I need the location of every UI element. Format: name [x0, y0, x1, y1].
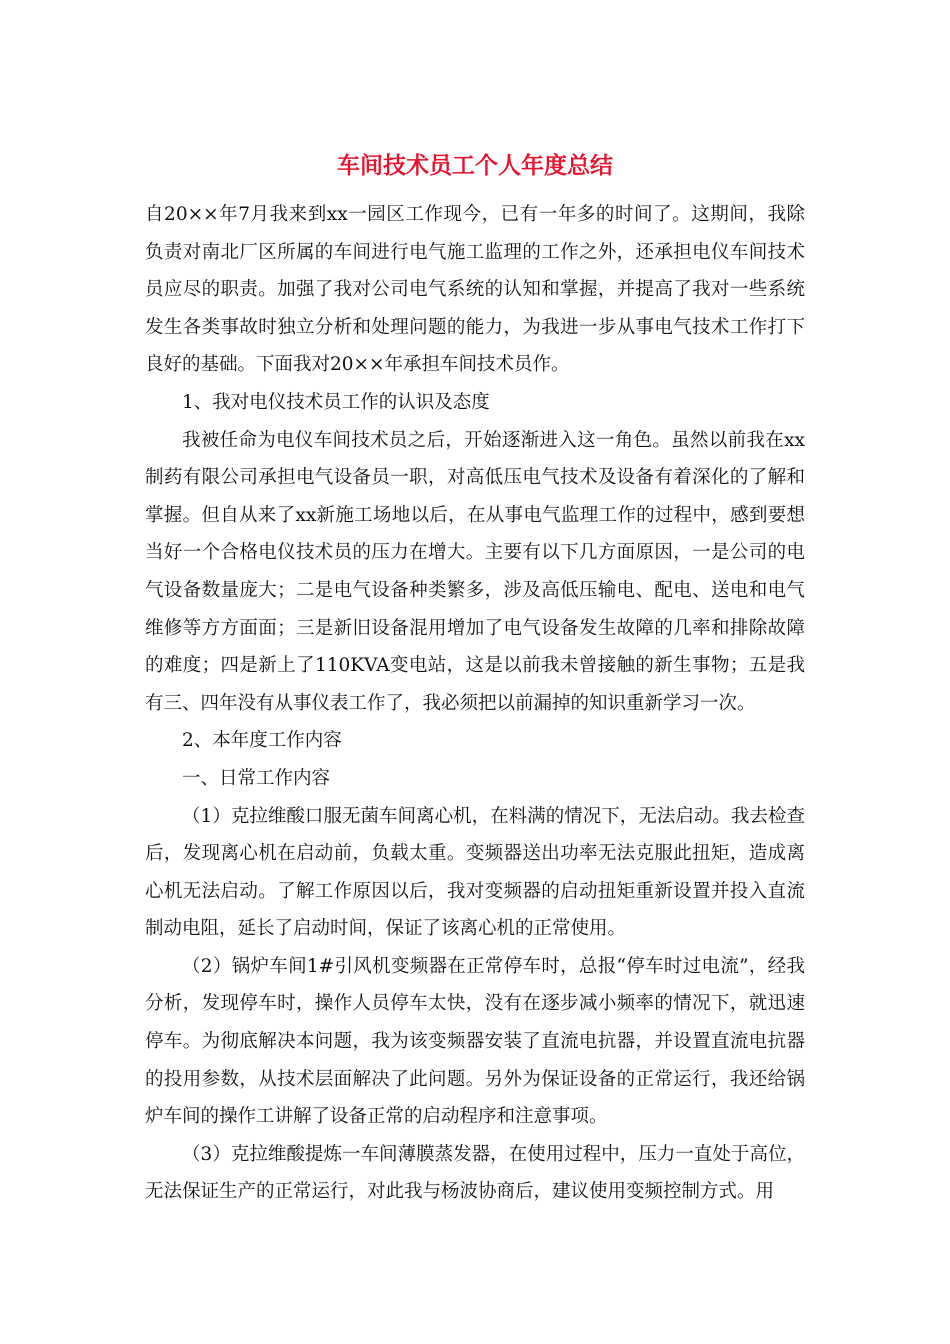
- subsection-heading: 一、日常工作内容: [182, 767, 331, 789]
- section-heading-1: 1、我对电仪技术员工作的认识及态度: [182, 391, 490, 413]
- section-heading-2: 2、本年度工作内容: [182, 730, 342, 752]
- document-title: 车间技术员工个人年度总结: [337, 152, 613, 179]
- document-body: [145, 196, 805, 1211]
- body-paragraph: 我被任命为电仪车间技术员之后，开始逐渐进入这一角色。虽然以前我在xx制药有限公司承担电气设备员一职，对高低压电气技术及设备有着深化的了解和掌握。但自从来了xx新施工场地以后，在从事电气监理工作的过程中，感到要想当好一个合格电仪技术员的压力在增大。主要有以下几方面原因，一是公司的电气设备数量庞大；二是电气设备种类繁多，涉及高低压输电、配电、送电和电气维修等方方面面；三是新旧设备混用增加了电气设备发生故障的几率和排除故障的难度；四是新上了110KVA变电站，这是以前我未曾接触的新生事物；五是我有三、四年没有从事仪表工作了，我必须把以前漏掉的知识重新学习一次。: [145, 429, 805, 714]
- intro-paragraph: 自20××年7月我来到xx一园区工作现今，已有一年多的时间了。这期间，我除负责对南北厂区所属的车间进行电气施工监理的工作之外，还承担电仪车间技术员应尽的职责。加强了我对公司电气系统的认知和掌握，并提高了我对一些系统发生各类事故时独立分析和处理问题的能力，为我进一步从事电气技术工作打下良好的基础。下面我对20××年承担车间技术员作。: [145, 204, 805, 376]
- work-item-paragraph: （1）克拉维酸口服无菌车间离心机，在料满的情况下，无法启动。我去检查后，发现离心机在启动前，负载太重。变频器送出功率无法克服此扭矩，造成离心机无法启动。了解工作原因以后，我对变频器的启动扭矩重新设置并投入直流制动电阻，延长了启动时间，保证了该离心机的正常使用。: [145, 805, 805, 940]
- work-item-paragraph: （2）锅炉车间1#引风机变频器在正常停车时，总报“停车时过电流”，经我分析，发现停车时，操作人员停车太快，没有在逐步减小频率的情况下，就迅速停车。为彻底解决本问题，我为该变频器安装了直流电抗器，并设置直流电抗器的投用参数，从技术层面解决了此问题。另外为保证设备的正常运行，我还给锅炉车间的操作工讲解了设备正常的启动程序和注意事项。: [145, 955, 805, 1128]
- work-item-paragraph: （3）克拉维酸提炼一车间薄膜蒸发器，在使用过程中，压力一直处于高位，无法保证生产的正常运行，对此我与杨波协商后，建议使用变频控制方式。用: [145, 1143, 805, 1203]
